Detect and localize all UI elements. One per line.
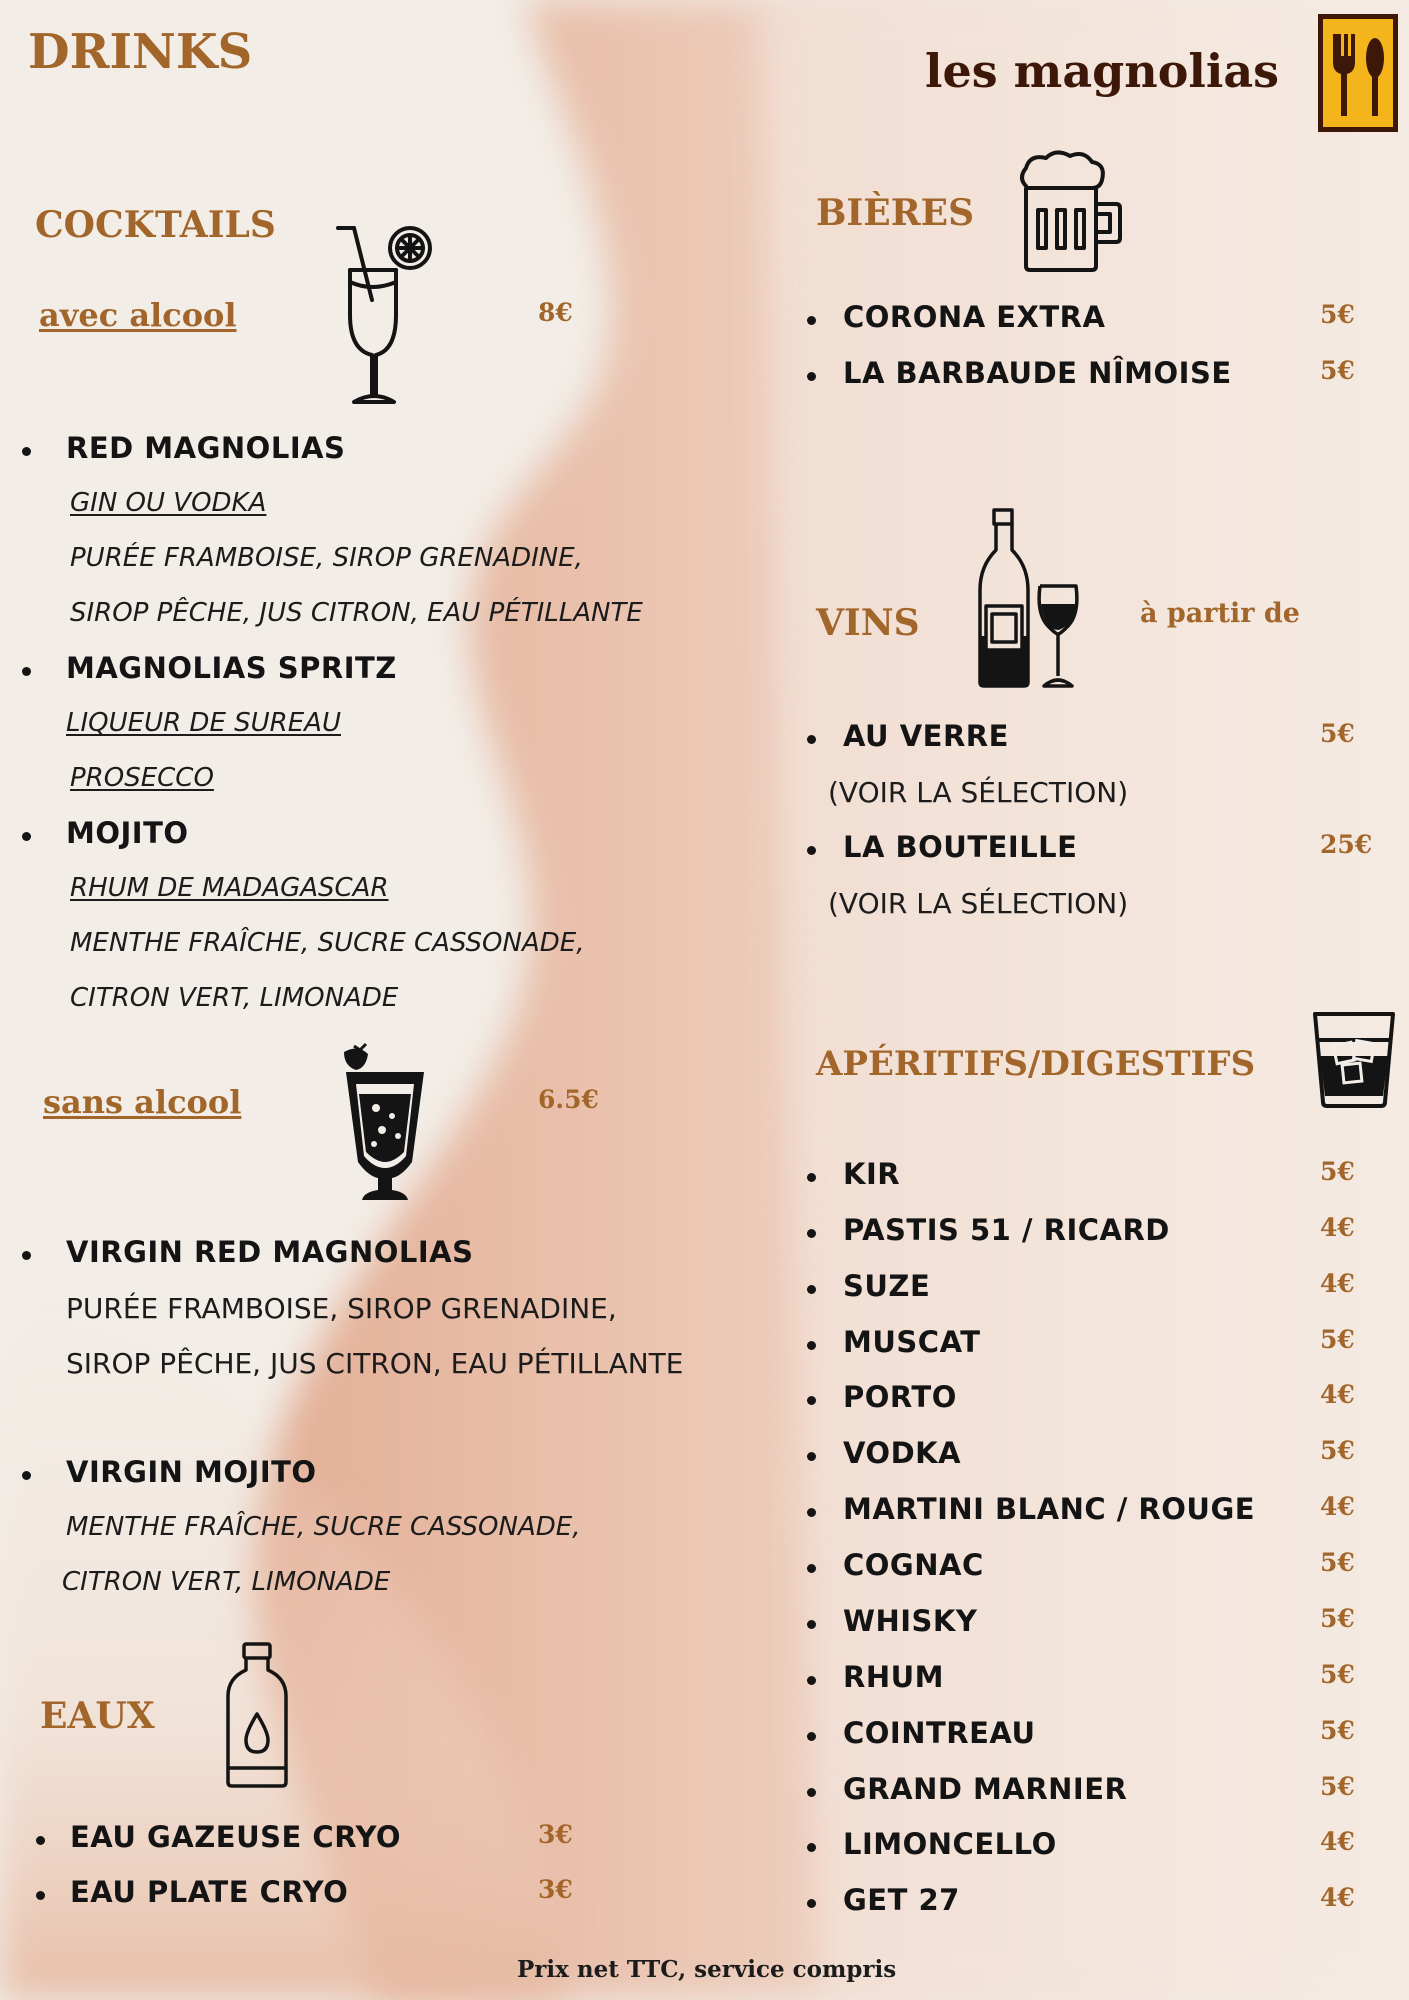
- bullet: [22, 667, 31, 676]
- mocktail-name: VIRGIN RED MAGNOLIAS: [66, 1235, 474, 1269]
- aperitif-price: 5€: [1320, 1604, 1355, 1633]
- avec-alcool-label: avec alcool: [39, 296, 237, 334]
- cocktail-glass-icon: [332, 220, 437, 410]
- aperitif-price: 5€: [1320, 1325, 1355, 1354]
- aperitif-price: 4€: [1320, 1213, 1355, 1242]
- wine-note: (VOIR LA SÉLECTION): [828, 776, 1129, 809]
- bullet: [807, 1396, 816, 1405]
- aperitif-name: GRAND MARNIER: [843, 1772, 1128, 1806]
- restaurant-name: les magnolias: [925, 44, 1280, 98]
- aperitif-price: 4€: [1320, 1492, 1355, 1521]
- cocktail-description: GIN OU VODKA: [70, 488, 267, 518]
- wine-price: 25€: [1320, 830, 1373, 859]
- bullet: [807, 735, 816, 744]
- bullet: [807, 1452, 816, 1461]
- vins-heading: VINS: [816, 602, 920, 644]
- sans-alcool-price: 6.5€: [538, 1085, 599, 1114]
- bullet: [22, 1471, 31, 1480]
- bullet: [807, 1843, 816, 1852]
- bullet: [807, 1732, 816, 1741]
- aperitif-price: 5€: [1320, 1548, 1355, 1577]
- mocktail-name: VIRGIN MOJITO: [66, 1455, 317, 1489]
- aperitif-name: MUSCAT: [843, 1325, 981, 1359]
- mocktail-description: MENTHE FRAÎCHE, SUCRE CASSONADE,: [66, 1512, 581, 1542]
- cocktail-name: MOJITO: [66, 816, 189, 850]
- wine-bottle-glass-icon: [974, 506, 1084, 692]
- bullet: [22, 832, 31, 841]
- wine-name: LA BOUTEILLE: [843, 830, 1078, 864]
- aperitif-price: 5€: [1320, 1716, 1355, 1745]
- bullet: [807, 1229, 816, 1238]
- beer-price: 5€: [1320, 300, 1355, 329]
- bullet: [807, 1899, 816, 1908]
- bullet: [807, 1788, 816, 1797]
- sans-alcool-label: sans alcool: [43, 1083, 242, 1121]
- water-bottle-icon: [224, 1640, 290, 1790]
- eaux-heading: EAUX: [40, 1695, 155, 1737]
- aperitif-name: MARTINI BLANC / ROUGE: [843, 1492, 1256, 1526]
- bullet: [807, 846, 816, 855]
- footer-note: Prix net TTC, service compris: [517, 1956, 897, 1983]
- cocktail-name: RED MAGNOLIAS: [66, 431, 346, 465]
- bullet: [807, 1676, 816, 1685]
- aperitif-name: PASTIS 51 / RICARD: [843, 1213, 1170, 1247]
- aperitif-price: 5€: [1320, 1660, 1355, 1689]
- bullet: [36, 1836, 45, 1845]
- bieres-heading: BIÈRES: [816, 192, 975, 234]
- beer-price: 5€: [1320, 356, 1355, 385]
- mocktail-description: PURÉE FRAMBOISE, SIROP GRENADINE,: [66, 1292, 617, 1325]
- avec-alcool-price: 8€: [538, 298, 573, 327]
- aperitif-name: WHISKY: [843, 1604, 978, 1638]
- aperitif-name: RHUM: [843, 1660, 945, 1694]
- wine-name: AU VERRE: [843, 719, 1009, 753]
- aperitif-price: 5€: [1320, 1772, 1355, 1801]
- water-price: 3€: [538, 1820, 573, 1849]
- cocktail-description: PROSECCO: [70, 763, 214, 793]
- aperitif-price: 4€: [1320, 1827, 1355, 1856]
- wine-price: 5€: [1320, 719, 1355, 748]
- aperitif-name: COGNAC: [843, 1548, 984, 1582]
- cocktails-heading: COCKTAILS: [35, 204, 276, 246]
- mocktail-description: CITRON VERT, LIMONADE: [62, 1567, 391, 1597]
- water-name: EAU GAZEUSE CRYO: [70, 1820, 402, 1854]
- mocktail-description: SIROP PÊCHE, JUS CITRON, EAU PÉTILLANTE: [66, 1347, 684, 1380]
- aperitif-name: PORTO: [843, 1380, 957, 1414]
- fork-spoon-logo-icon: [1318, 14, 1398, 132]
- aperitif-name: GET 27: [843, 1883, 960, 1917]
- bullet: [22, 447, 31, 456]
- vins-price-note: à partir de: [1140, 598, 1300, 629]
- cocktail-description: LIQUEUR DE SUREAU: [66, 708, 341, 738]
- aperitif-price: 4€: [1320, 1269, 1355, 1298]
- bullet: [807, 372, 816, 381]
- aperitif-price: 5€: [1320, 1436, 1355, 1465]
- bullet: [807, 1341, 816, 1350]
- whisky-glass-icon: [1313, 1010, 1395, 1110]
- bullet: [807, 1173, 816, 1182]
- aperitif-name: COINTREAU: [843, 1716, 1036, 1750]
- aperitif-name: LIMONCELLO: [843, 1827, 1057, 1861]
- beer-name: CORONA EXTRA: [843, 300, 1106, 334]
- cocktail-description: PURÉE FRAMBOISE, SIROP GRENADINE,: [70, 543, 583, 573]
- bullet: [807, 1564, 816, 1573]
- bullet: [807, 1285, 816, 1294]
- aperitif-name: KIR: [843, 1157, 901, 1191]
- bullet: [36, 1891, 45, 1900]
- aperitif-name: VODKA: [843, 1436, 962, 1470]
- menu-title: DRINKS: [28, 24, 253, 80]
- bullet: [807, 1620, 816, 1629]
- aperitifs-heading: APÉRITIFS/DIGESTIFS: [816, 1044, 1256, 1084]
- bullet: [22, 1251, 31, 1260]
- wine-note: (VOIR LA SÉLECTION): [828, 887, 1129, 920]
- aperitif-price: 4€: [1320, 1380, 1355, 1409]
- aperitif-price: 5€: [1320, 1157, 1355, 1186]
- bullet: [807, 1508, 816, 1517]
- beer-name: LA BARBAUDE NÎMOISE: [843, 356, 1232, 390]
- aperitif-name: SUZE: [843, 1269, 931, 1303]
- cocktail-description: CITRON VERT, LIMONADE: [70, 983, 399, 1013]
- bullet: [807, 316, 816, 325]
- beer-mug-icon: [1016, 148, 1124, 273]
- cocktail-description: MENTHE FRAÎCHE, SUCRE CASSONADE,: [70, 928, 585, 958]
- milkshake-glass-icon: [336, 1044, 432, 1204]
- water-name: EAU PLATE CRYO: [70, 1875, 349, 1909]
- cocktail-description: RHUM DE MADAGASCAR: [70, 873, 389, 903]
- cocktail-description: SIROP PÊCHE, JUS CITRON, EAU PÉTILLANTE: [70, 598, 643, 628]
- water-price: 3€: [538, 1875, 573, 1904]
- aperitif-price: 4€: [1320, 1883, 1355, 1912]
- cocktail-name: MAGNOLIAS SPRITZ: [66, 651, 397, 685]
